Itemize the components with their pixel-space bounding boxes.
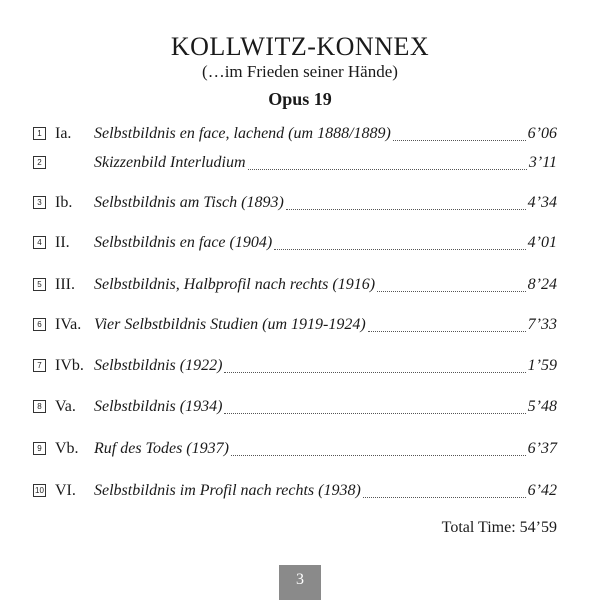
track-duration: 6’06 [527,125,557,142]
track-title: Selbstbildnis en face, lachend (um 1888/1889) [94,125,391,142]
track-row [33,274,557,296]
page-number: 3 [279,565,321,600]
track-title: Selbstbildnis am Tisch (1893) [94,194,284,211]
track-row [33,396,557,418]
track-row [33,123,557,145]
track-row [33,314,557,336]
track-movement: Ib. [55,194,73,211]
track-duration: 5’48 [527,398,557,415]
track-duration: 7’33 [527,316,557,333]
track-duration: 8’24 [527,276,557,293]
track-title: Selbstbildnis (1934) [94,398,223,415]
dot-leader [274,248,525,250]
track-movement: III. [55,276,75,293]
track-movement: Va. [55,398,76,415]
dot-leader [363,496,526,498]
track-row [33,152,557,174]
track-movement: IVb. [55,357,84,374]
dot-leader [248,168,527,170]
track-title: Selbstbildnis, Halbprofil nach rechts (1916) [94,276,376,293]
track-movement: VI. [55,482,76,499]
track-title: Skizzenbild Interludium [94,154,246,171]
track-movement: Ia. [55,125,72,142]
track-number: 9 [33,442,46,455]
track-title: Ruf des Todes (1937) [94,440,229,457]
dot-leader [286,208,526,210]
total-time: Total Time: 54’59 [441,519,557,536]
track-number: 6 [33,318,46,331]
track-movement: II. [55,234,70,251]
track-title: Selbstbildnis im Profil nach rechts (1938) [94,482,361,499]
dot-leader [377,290,526,292]
opus-label: Opus 19 [268,89,332,109]
dot-leader [224,371,525,373]
track-duration: 3’11 [528,154,557,171]
dot-leader [231,454,526,456]
album-title: KOLLWITZ-KONNEX [170,32,430,61]
track-number: 5 [33,278,46,291]
track-duration: 1’59 [527,357,557,374]
track-number: 8 [33,400,46,413]
dot-leader [224,412,525,414]
track-title: Vier Selbstbildnis Studien (um 1919-1924) [94,316,366,333]
track-title: Selbstbildnis en face (1904) [94,234,273,251]
track-duration: 6’37 [527,440,557,457]
track-duration: 4’01 [527,234,557,251]
track-number: 7 [33,359,46,372]
track-row [33,480,557,502]
track-number: 3 [33,196,46,209]
track-title: Selbstbildnis (1922) [94,357,223,374]
track-number: 1 [33,127,46,140]
track-row [33,232,557,254]
track-number: 10 [33,484,46,497]
dot-leader [393,139,526,141]
track-row [33,355,557,377]
track-number: 4 [33,236,46,249]
track-duration: 6’42 [527,482,557,499]
track-duration: 4’34 [527,194,557,211]
track-movement: Vb. [55,440,79,457]
track-number: 2 [33,156,46,169]
track-row [33,192,557,214]
album-subtitle: (…im Frieden seiner Hände) [202,62,398,81]
track-row [33,438,557,460]
track-movement: IVa. [55,316,82,333]
dot-leader [368,330,526,332]
